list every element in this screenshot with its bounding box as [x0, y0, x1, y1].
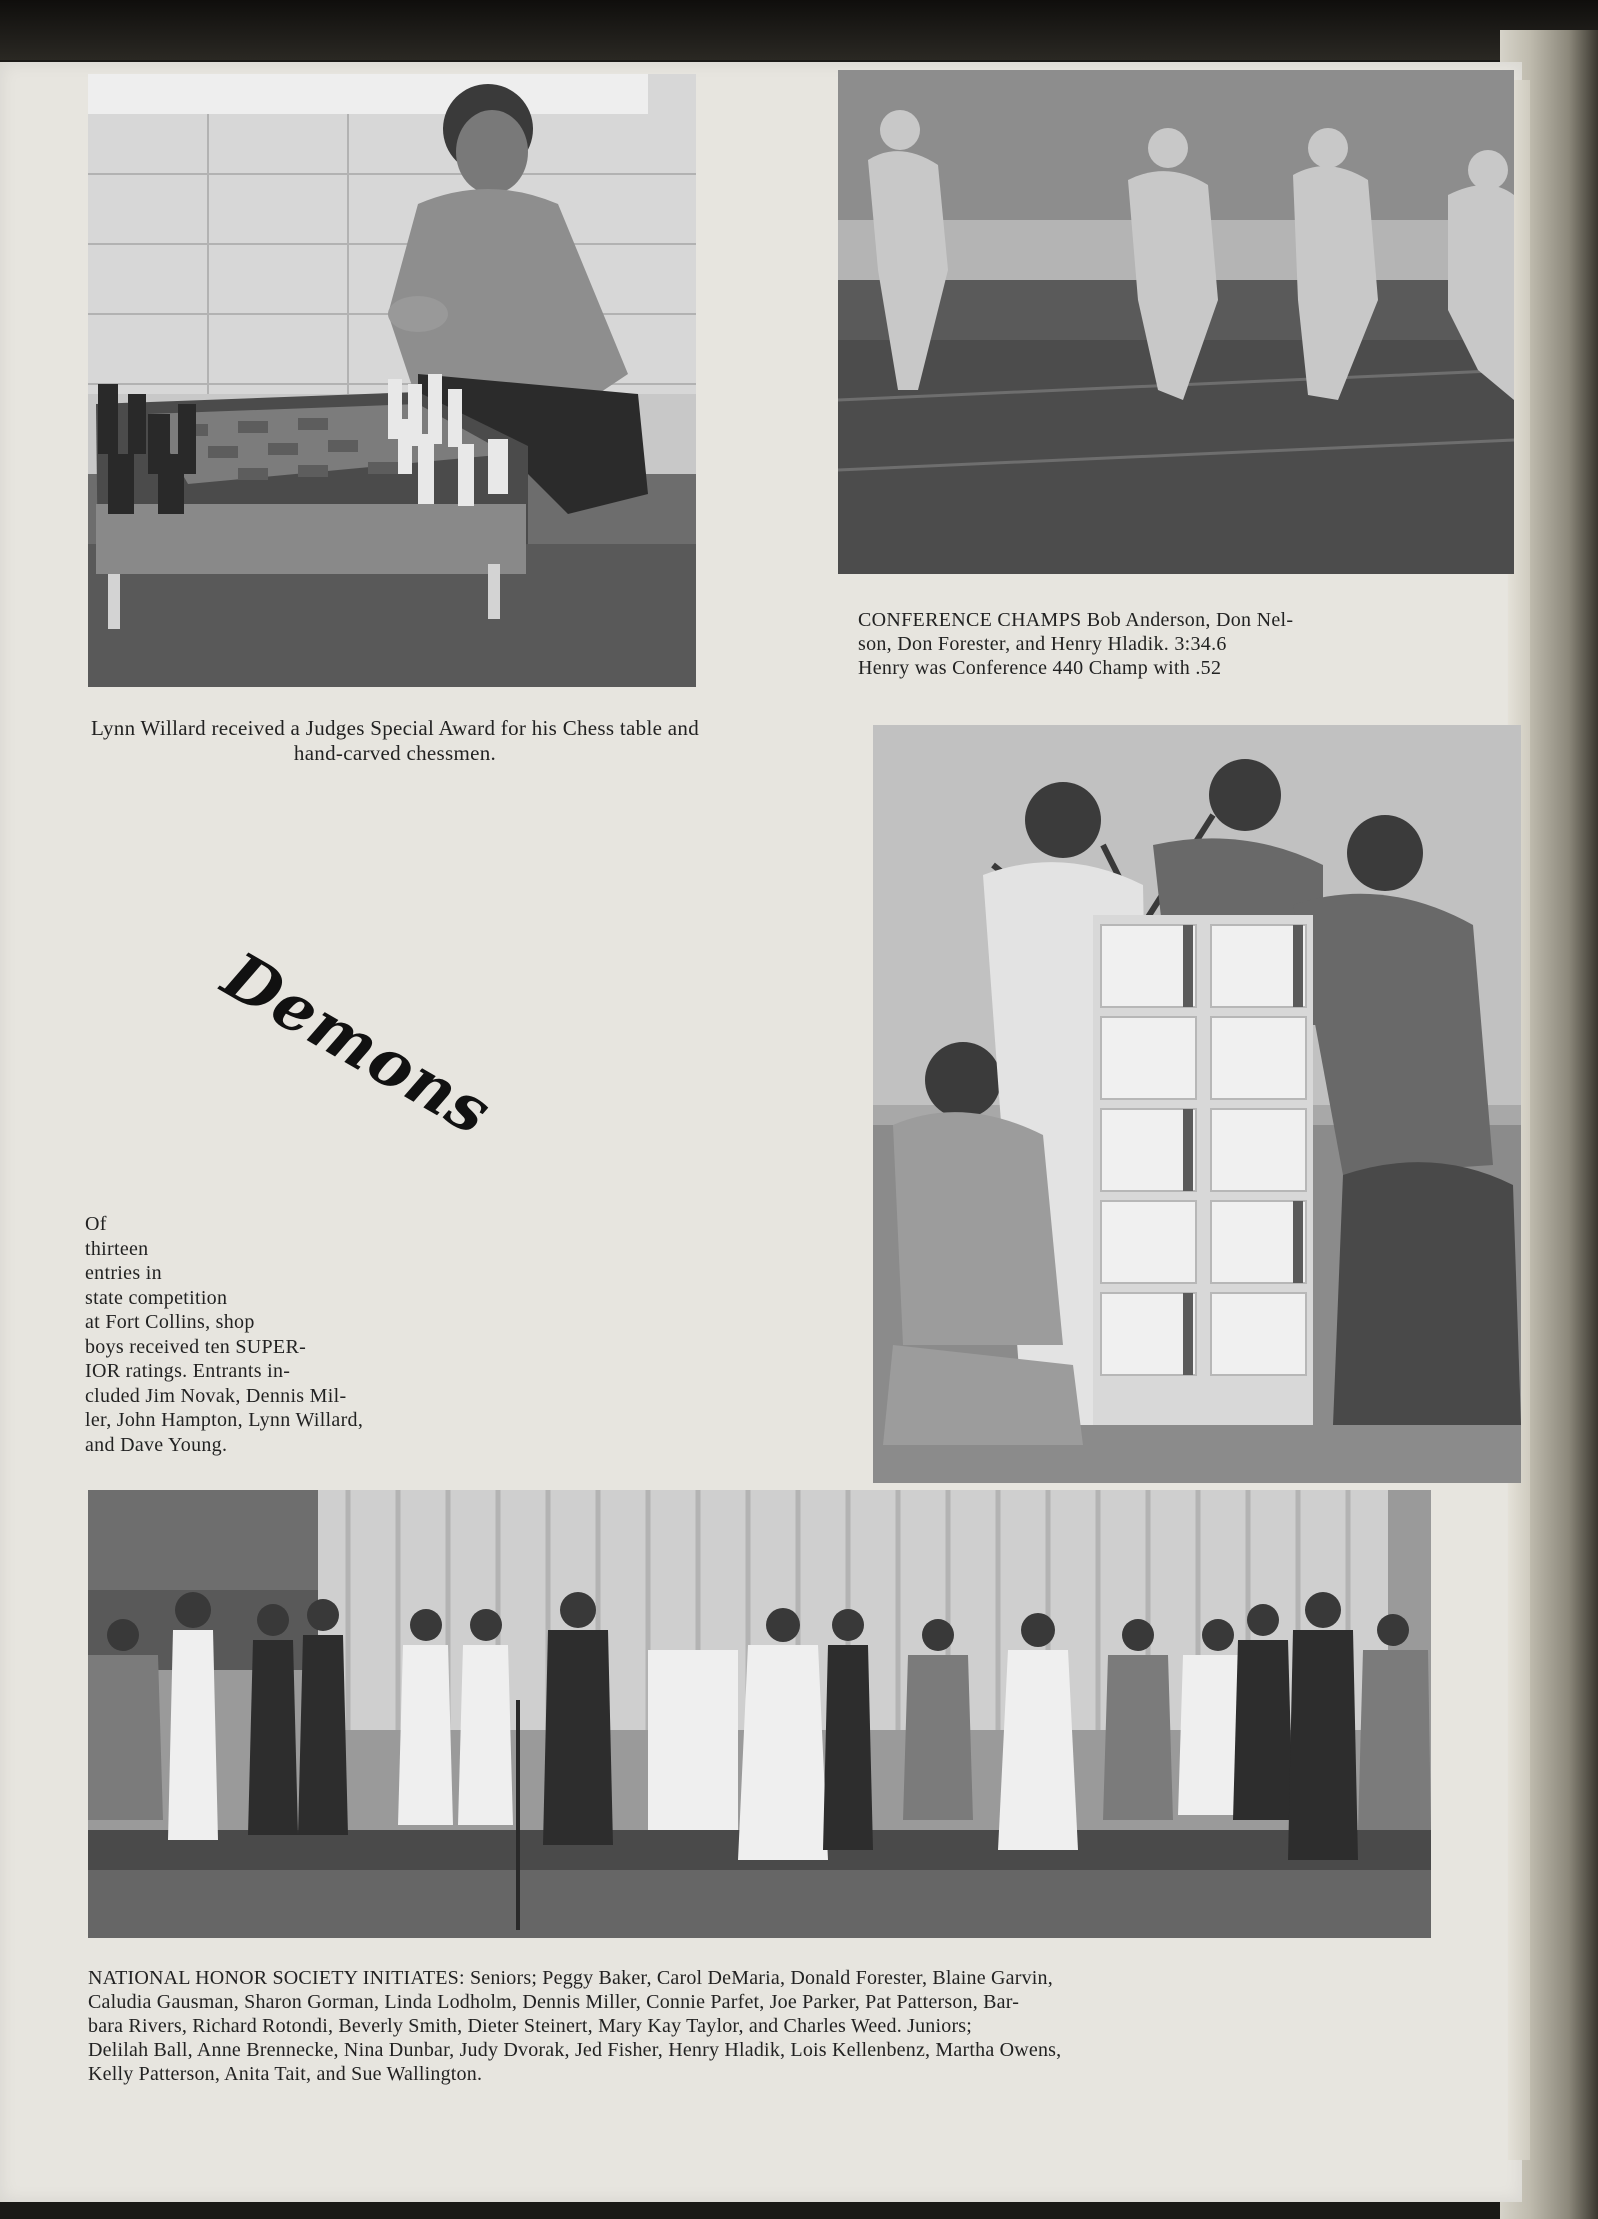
honor-caption-line: NATIONAL HONOR SOCIETY INITIATES: Seniors; Peggy Baker, Carol DeMaria, Donald Forester, Blaine Garvin, — [88, 1967, 1053, 1989]
track-caption-line: CONFERENCE CHAMPS Bob Anderson, Don Nel- — [858, 609, 1294, 631]
track-caption-line: son, Don Forester, and Henry Hladik. 3:34.6 — [858, 633, 1227, 655]
shop-caption-line: at Fort Collins, shop — [85, 1311, 255, 1333]
honor-society-caption — [88, 1966, 1488, 2086]
shop-caption-line: cluded Jim Novak, Dennis Mil- — [85, 1384, 347, 1407]
shop-caption-line: state competition — [85, 1286, 228, 1309]
honor-caption-line: bara Rivers, Richard Rotondi, Beverly Smith, Dieter Steinert, Mary Kay Taylor, and Charles Weed. Juniors; — [88, 2015, 973, 2037]
shop-caption-line: IOR ratings. Entrants in- — [85, 1360, 291, 1382]
track-photo-illustration — [838, 70, 1514, 574]
page-title: Demons — [210, 938, 504, 1151]
shop-caption-line: thirteen — [85, 1237, 149, 1260]
honor-society-photo — [88, 1490, 1431, 1938]
shop-caption — [85, 1212, 525, 1457]
honor-society-photo-illustration — [88, 1490, 1431, 1938]
chess-photo-illustration — [88, 74, 696, 687]
awards-photo — [873, 725, 1521, 1483]
honor-caption-line: Caludia Gausman, Sharon Gorman, Linda Lodholm, Dennis Miller, Connie Parfet, Joe Parker, Pat Patterson, Bar- — [88, 1991, 1020, 2013]
shop-caption-line: entries in — [85, 1262, 162, 1284]
track-caption — [858, 608, 1418, 680]
track-caption-line: Henry was Conference 440 Champ with .52 — [858, 657, 1222, 679]
track-photo — [838, 70, 1514, 574]
honor-caption-line: Delilah Ball, Anne Brennecke, Nina Dunbar, Judy Dvorak, Jed Fisher, Henry Hladik, Lois Kellenbenz, Martha Owens, — [88, 2039, 1062, 2061]
scan-top-border — [0, 0, 1598, 60]
awards-photo-illustration — [873, 725, 1521, 1483]
honor-caption-line: Kelly Patterson, Anita Tait, and Sue Wallington. — [88, 2063, 483, 2085]
shop-caption-line: Of — [85, 1213, 107, 1235]
shop-caption-line: ler, John Hampton, Lynn Willard, — [85, 1409, 364, 1431]
chess-caption: Lynn Willard received a Judges Special Award for his Chess table and hand-carved chessmen. — [91, 716, 699, 765]
shop-caption-line: and Dave Young. — [85, 1433, 228, 1456]
chess-photo — [88, 74, 696, 687]
shop-caption-line: boys received ten SUPER- — [85, 1335, 307, 1358]
